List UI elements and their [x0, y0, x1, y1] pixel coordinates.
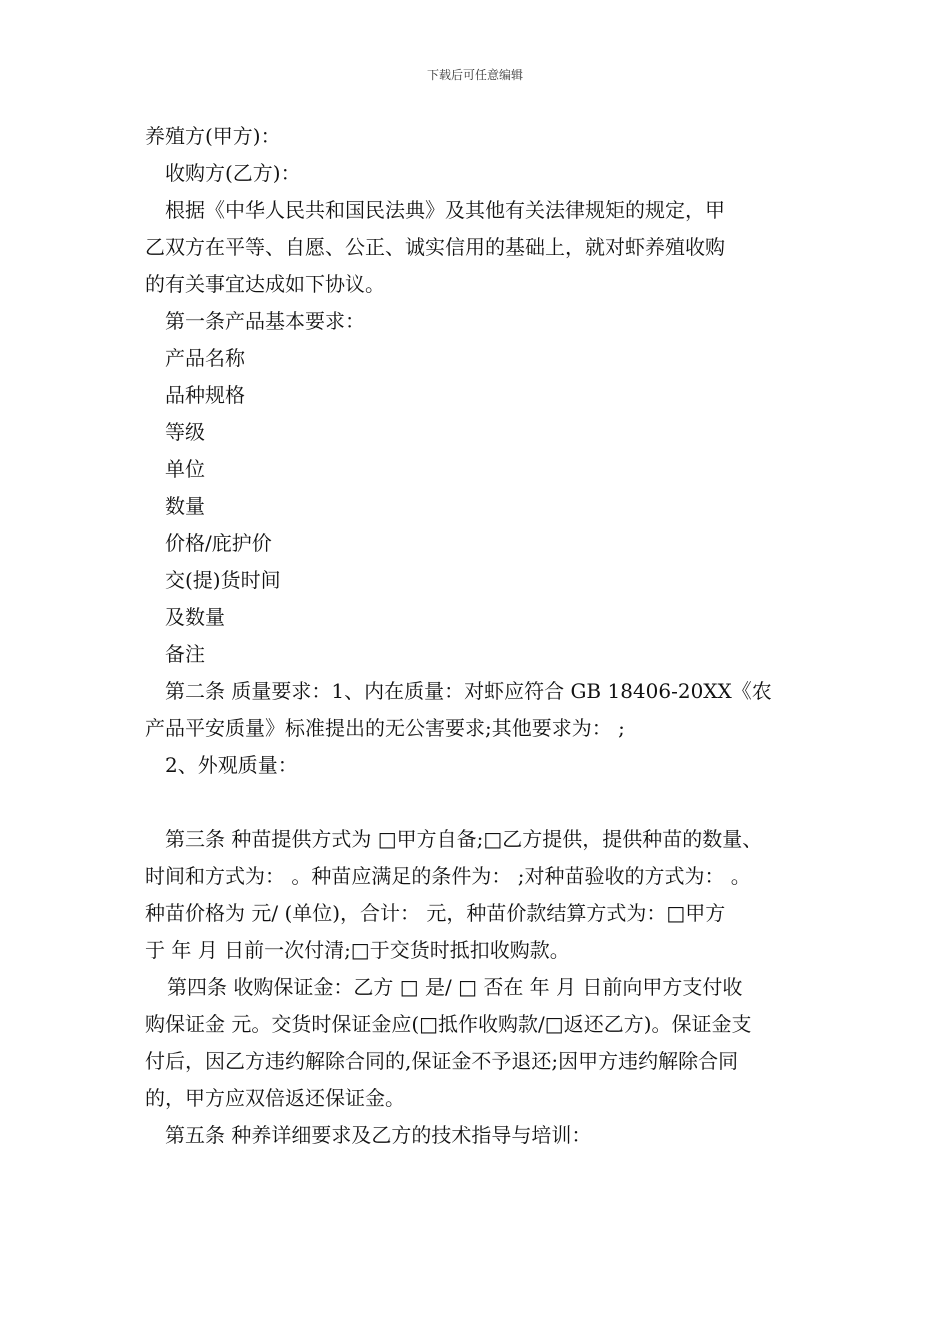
item-quantity: 数量 [165, 494, 205, 518]
party-a-line: 养殖方(甲方)： [145, 124, 281, 148]
item-grade: 等级 [165, 420, 205, 444]
article-3-line-2: 时间和方式为： 。种苗应满足的条件为： ;对种苗验收的方式为： 。 [145, 864, 751, 888]
article-4-line-4: 的，甲方应双倍返还保证金。 [145, 1086, 405, 1110]
preamble-line-3: 的有关事宜达成如下协议。 [145, 272, 385, 296]
article-3-line-3: 种苗价格为 元/ (单位)，合计： 元，种苗价款结算方式为：□甲方 [145, 901, 726, 925]
article-4-line-3: 付后，因乙方违约解除合同的,保证金不予退还;因甲方违约解除合同 [145, 1049, 739, 1073]
preamble-line-2: 乙双方在平等、自愿、公正、诚实信用的基础上，就对虾养殖收购 [145, 235, 725, 259]
item-price: 价格/庇护价 [165, 531, 272, 555]
page-header: 下载后可任意编辑 [426, 68, 523, 82]
article-2-line-3: 2、外观质量： [165, 753, 298, 777]
article-3-line-4: 于 年 月 日前一次付清;□于交货时抵扣收购款。 [145, 938, 570, 962]
item-delivery-quantity: 及数量 [165, 605, 225, 629]
article-4-line-1: 第四条 收购保证金：乙方 □ 是/ □ 否在 年 月 日前向甲方支付收 [167, 975, 743, 999]
article-1-title: 第一条产品基本要求： [165, 309, 365, 333]
article-3-line-1: 第三条 种苗提供方式为 □甲方自备;□乙方提供，提供种苗的数量、 [165, 827, 763, 851]
article-4-line-2: 购保证金 元。交货时保证金应(□抵作收购款/□返还乙方)。保证金支 [145, 1012, 752, 1036]
item-variety-spec: 品种规格 [165, 383, 245, 407]
item-product-name: 产品名称 [165, 346, 245, 370]
blank-line [145, 784, 810, 821]
article-5-title: 第五条 种养详细要求及乙方的技术指导与培训： [165, 1123, 592, 1147]
preamble-line-1: 根据《中华人民共和国民法典》及其他有关法律规矩的规定，甲 [165, 198, 725, 222]
item-unit: 单位 [165, 457, 205, 481]
item-delivery-time: 交(提)货时间 [165, 568, 281, 592]
article-2-line-2: 产品平安质量》标准提出的无公害要求;其他要求为： ; [145, 716, 625, 740]
party-b-line: 收购方(乙方)： [165, 161, 301, 185]
article-2-line-1: 第二条 质量要求：1、内在质量：对虾应符合 GB 18406-20XX《农 [165, 679, 772, 703]
item-remarks: 备注 [165, 642, 205, 666]
document-body [145, 118, 810, 1154]
